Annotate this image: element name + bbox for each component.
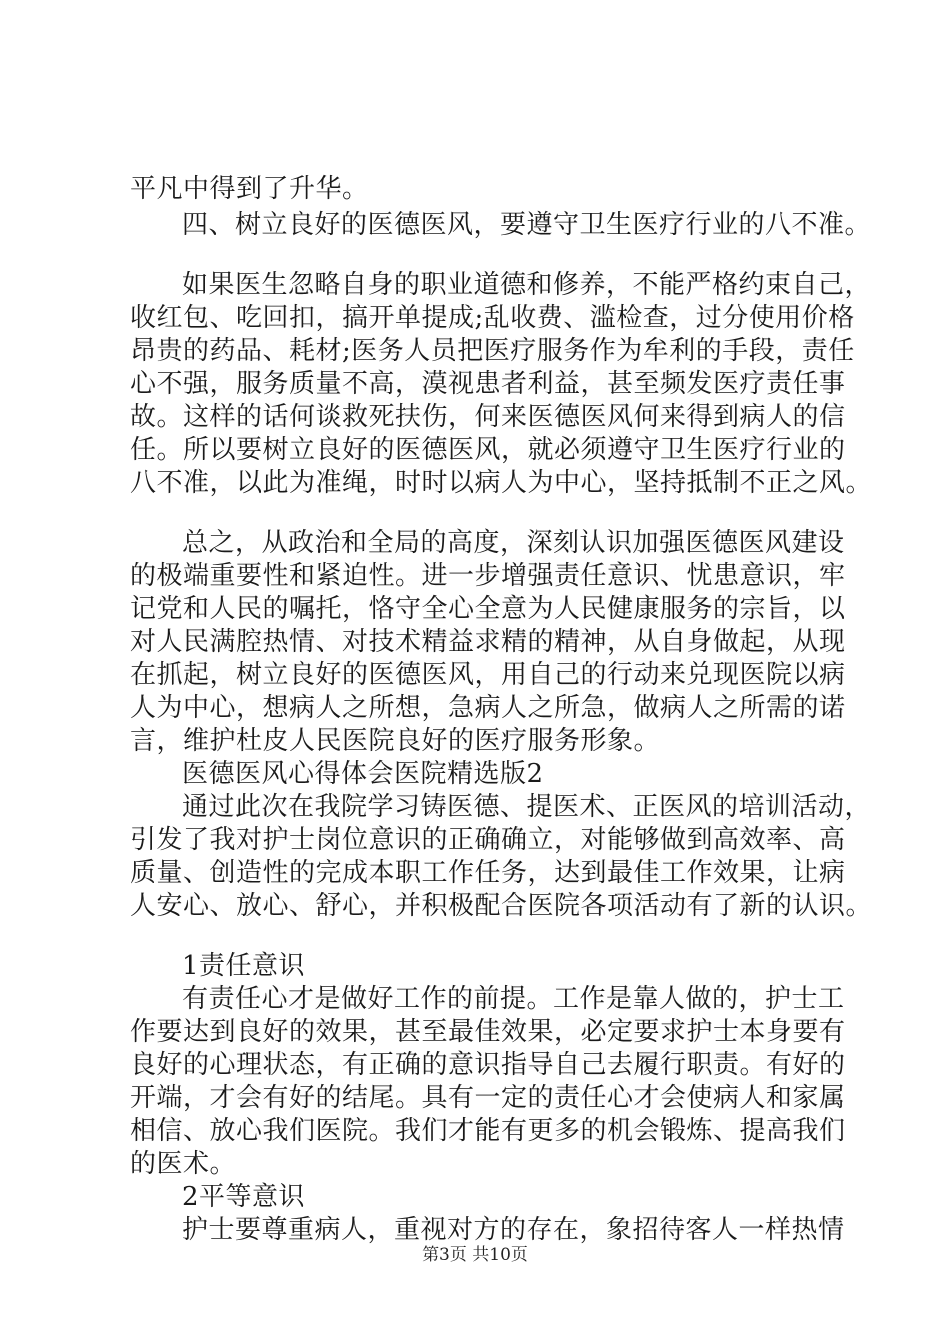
text-line: 的极端重要性和紧迫性。进一步增强责任意识、忧患意识，牢: [130, 561, 846, 591]
page-number: 第3页 共10页: [422, 1245, 528, 1265]
text-line: 心不强，服务质量不高，漠视患者利益，甚至频发医疗责任事: [130, 369, 846, 399]
text-line: 昂贵的药品、耗材;医务人员把医疗服务作为牟利的手段，责任: [130, 336, 855, 366]
text-line: 作要达到良好的效果，甚至最佳效果，必定要求护士本身要有: [130, 1017, 846, 1047]
text-line: 有责任心才是做好工作的前提。工作是靠人做的，护士工: [182, 984, 845, 1014]
text-line: 开端，才会有好的结尾。具有一定的责任心才会使病人和家属: [130, 1083, 846, 1113]
text-line: 相信、放心我们医院。我们才能有更多的机会锻炼、提高我们: [130, 1116, 846, 1146]
text-line: 平凡中得到了升华。: [130, 174, 369, 204]
section-heading: 1责任意识: [182, 951, 306, 981]
text-line: 质量、创造性的完成本职工作任务，达到最佳工作效果，让病: [130, 858, 846, 888]
text-line: 如果医生忽略自身的职业道德和修养，不能严格约束自己，: [182, 270, 872, 300]
text-line: 言，维护杜皮人民医院良好的医疗服务形象。: [130, 726, 661, 756]
text-line: 任。所以要树立良好的医德医风，就必须遵守卫生医疗行业的: [130, 435, 846, 465]
text-line: 收红包、吃回扣，搞开单提成;乱收费、滥检查，过分使用价格: [130, 303, 855, 333]
article-title: 医德医风心得体会医院精选版2: [182, 759, 544, 789]
text-line: 护士要尊重病人，重视对方的存在，象招待客人一样热情: [182, 1215, 845, 1245]
text-line: 八不准，以此为准绳，时时以病人为中心，坚持抵制不正之风。: [130, 468, 873, 498]
text-line: 人安心、放心、舒心，并积极配合医院各项活动有了新的认识。: [130, 891, 873, 921]
text-line: 对人民满腔热情、对技术精益求精的精神，从自身做起，从现: [130, 627, 846, 657]
text-line: 通过此次在我院学习铸医德、提医术、正医风的培训活动，: [182, 792, 872, 822]
text-line: 记党和人民的嘱托，恪守全心全意为人民健康服务的宗旨，以: [130, 594, 846, 624]
text-line: 良好的心理状态，有正确的意识指导自己去履行职责。有好的: [130, 1050, 846, 1080]
section-heading: 四、树立良好的医德医风，要遵守卫生医疗行业的八不准。: [182, 210, 872, 240]
text-line: 的医术。: [130, 1149, 237, 1179]
text-line: 故。这样的话何谈救死扶伤，何来医德医风何来得到病人的信: [130, 402, 846, 432]
text-line: 引发了我对护士岗位意识的正确确立，对能够做到高效率、高: [130, 825, 846, 855]
text-line: 总之，从政治和全局的高度，深刻认识加强医德医风建设: [182, 528, 845, 558]
text-line: 在抓起，树立良好的医德医风，用自己的行动来兑现医院以病: [130, 660, 846, 690]
text-line: 人为中心，想病人之所想，急病人之所急，做病人之所需的诺: [130, 693, 846, 723]
section-heading: 2平等意识: [182, 1182, 306, 1212]
